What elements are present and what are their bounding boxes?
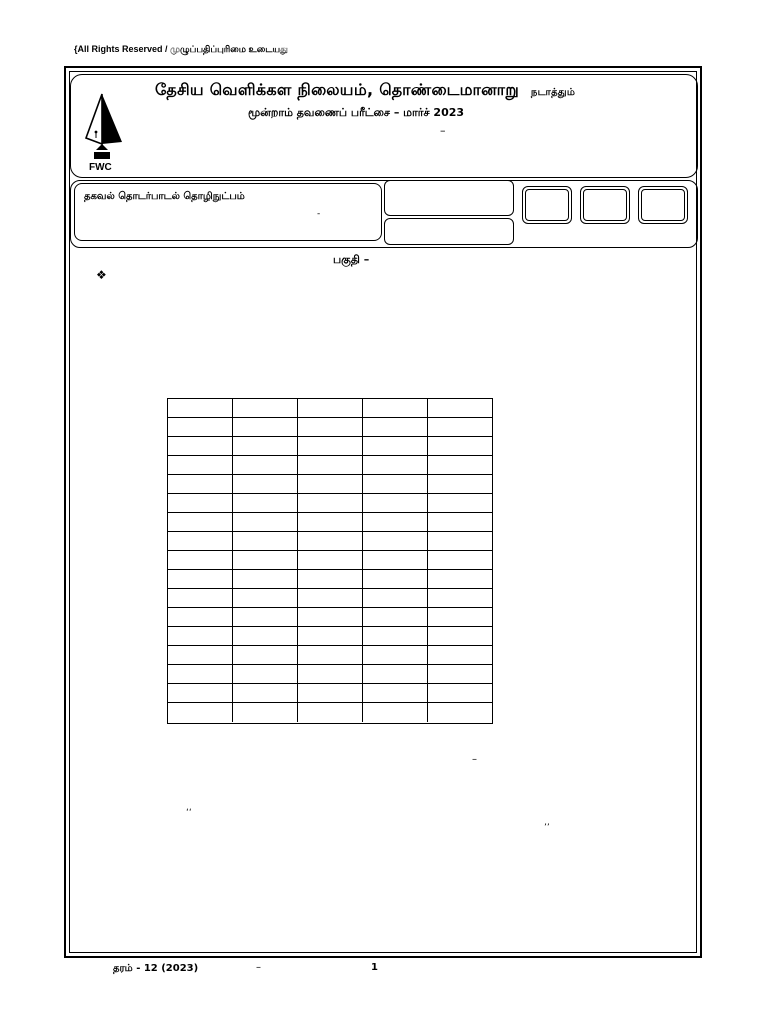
grid-cell	[168, 532, 233, 550]
grid-cell	[363, 684, 428, 702]
paper-code-box	[384, 180, 514, 216]
grid-cell	[298, 399, 363, 417]
grid-cell	[363, 551, 428, 569]
grid-cell	[168, 551, 233, 569]
grid-cell	[428, 475, 492, 493]
grid-cell	[298, 532, 363, 550]
grid-cell	[233, 532, 298, 550]
grid-cell	[363, 418, 428, 436]
footer-dash: –	[256, 962, 261, 973]
grid-row	[168, 532, 492, 551]
grid-cell	[428, 589, 492, 607]
grid-cell	[428, 513, 492, 531]
grid-row	[168, 399, 492, 418]
grid-cell	[168, 570, 233, 588]
grid-cell	[233, 570, 298, 588]
grid-cell	[168, 418, 233, 436]
grid-cell	[363, 456, 428, 474]
grid-cell	[298, 627, 363, 645]
grid-cell	[233, 627, 298, 645]
grid-cell	[233, 665, 298, 683]
grid-row	[168, 627, 492, 646]
index-number-box-1	[522, 186, 572, 224]
grid-cell	[298, 684, 363, 702]
subject-name: தகவல் தொடர்பாடல் தொழிநுட்பம்	[84, 191, 245, 202]
grid-row	[168, 418, 492, 437]
grid-cell	[363, 475, 428, 493]
title-text: தேசிய வெளிக்கள நிலையம், தொண்டைமானாறு	[155, 80, 519, 99]
grid-cell	[233, 399, 298, 417]
grid-cell	[428, 437, 492, 455]
close-quote: ’’	[544, 823, 550, 833]
grid-row	[168, 437, 492, 456]
grid-cell	[428, 608, 492, 626]
subtitle-dash: –	[440, 124, 446, 137]
grid-cell	[428, 456, 492, 474]
page-number: 1	[371, 962, 378, 973]
footer-grade: தரம் - 12 (2023)	[113, 963, 199, 974]
diamond-bullet-icon: ❖	[96, 268, 107, 282]
grid-cell	[428, 684, 492, 702]
grid-cell	[363, 570, 428, 588]
grid-cell	[428, 399, 492, 417]
grid-cell	[363, 399, 428, 417]
grid-cell	[233, 494, 298, 512]
open-quote: ‘‘	[186, 808, 192, 818]
grid-cell	[233, 551, 298, 569]
grid-row	[168, 589, 492, 608]
grid-cell	[168, 437, 233, 455]
grid-row	[168, 703, 492, 722]
exam-subtitle: மூன்றாம் தவணைப் பரீட்சை – மார்ச் 2023	[248, 106, 465, 119]
grid-cell	[363, 608, 428, 626]
grid-cell	[363, 665, 428, 683]
grid-row	[168, 513, 492, 532]
grid-cell	[298, 475, 363, 493]
grid-cell	[168, 627, 233, 645]
grid-cell	[298, 608, 363, 626]
grid-cell	[298, 551, 363, 569]
grid-cell	[363, 703, 428, 722]
grid-cell	[428, 703, 492, 722]
grid-row	[168, 494, 492, 513]
grid-cell	[428, 551, 492, 569]
grid-cell	[298, 418, 363, 436]
grid-row	[168, 665, 492, 684]
grid-cell	[428, 418, 492, 436]
title-suffix: நடாத்தும்	[530, 87, 576, 98]
time-box	[384, 218, 514, 245]
grid-cell	[168, 608, 233, 626]
grid-cell	[233, 513, 298, 531]
grid-cell	[168, 399, 233, 417]
institution-title	[155, 80, 575, 101]
grid-cell	[233, 437, 298, 455]
grid-cell	[298, 570, 363, 588]
grid-cell	[363, 532, 428, 550]
grid-cell	[363, 589, 428, 607]
grid-cell	[428, 646, 492, 664]
grid-cell	[233, 646, 298, 664]
grid-cell	[168, 646, 233, 664]
grid-cell	[428, 494, 492, 512]
grid-cell	[298, 703, 363, 722]
grid-cell	[298, 589, 363, 607]
index-number-box-3	[638, 186, 688, 224]
grid-cell	[363, 513, 428, 531]
grid-cell	[233, 456, 298, 474]
rights-notice: {All Rights Reserved / முழுப்பதிப்புரிமை உடையது	[74, 44, 288, 54]
grid-row	[168, 684, 492, 703]
fwc-logo-icon	[82, 92, 126, 162]
grid-cell	[363, 494, 428, 512]
grid-cell	[428, 627, 492, 645]
dash-mark: –	[472, 754, 477, 765]
grid-cell	[298, 513, 363, 531]
grid-cell	[363, 437, 428, 455]
grid-cell	[298, 456, 363, 474]
grid-cell	[233, 475, 298, 493]
grid-cell	[168, 456, 233, 474]
grid-cell	[168, 513, 233, 531]
subject-dash: -	[317, 209, 321, 219]
grid-cell	[233, 703, 298, 722]
grid-row	[168, 608, 492, 627]
grid-cell	[168, 684, 233, 702]
grid-cell	[428, 570, 492, 588]
part-label: பகுதி –	[333, 253, 370, 266]
grid-row	[168, 646, 492, 665]
grid-cell	[168, 494, 233, 512]
grid-row	[168, 475, 492, 494]
grid-cell	[298, 437, 363, 455]
grid-cell	[168, 475, 233, 493]
grid-cell	[298, 646, 363, 664]
grid-cell	[233, 589, 298, 607]
grid-cell	[363, 646, 428, 664]
grid-cell	[233, 684, 298, 702]
grid-cell	[233, 608, 298, 626]
logo-text: FWC	[89, 162, 112, 173]
grid-row	[168, 456, 492, 475]
grid-cell	[233, 418, 298, 436]
grid-cell	[428, 665, 492, 683]
grid-row	[168, 551, 492, 570]
grid-cell	[168, 703, 233, 722]
grid-cell	[168, 589, 233, 607]
index-number-box-2	[580, 186, 630, 224]
grid-cell	[428, 532, 492, 550]
grid-cell	[298, 494, 363, 512]
grid-cell	[363, 627, 428, 645]
grid-cell	[168, 665, 233, 683]
grid-row	[168, 570, 492, 589]
grid-cell	[298, 665, 363, 683]
answer-grid	[167, 398, 493, 724]
